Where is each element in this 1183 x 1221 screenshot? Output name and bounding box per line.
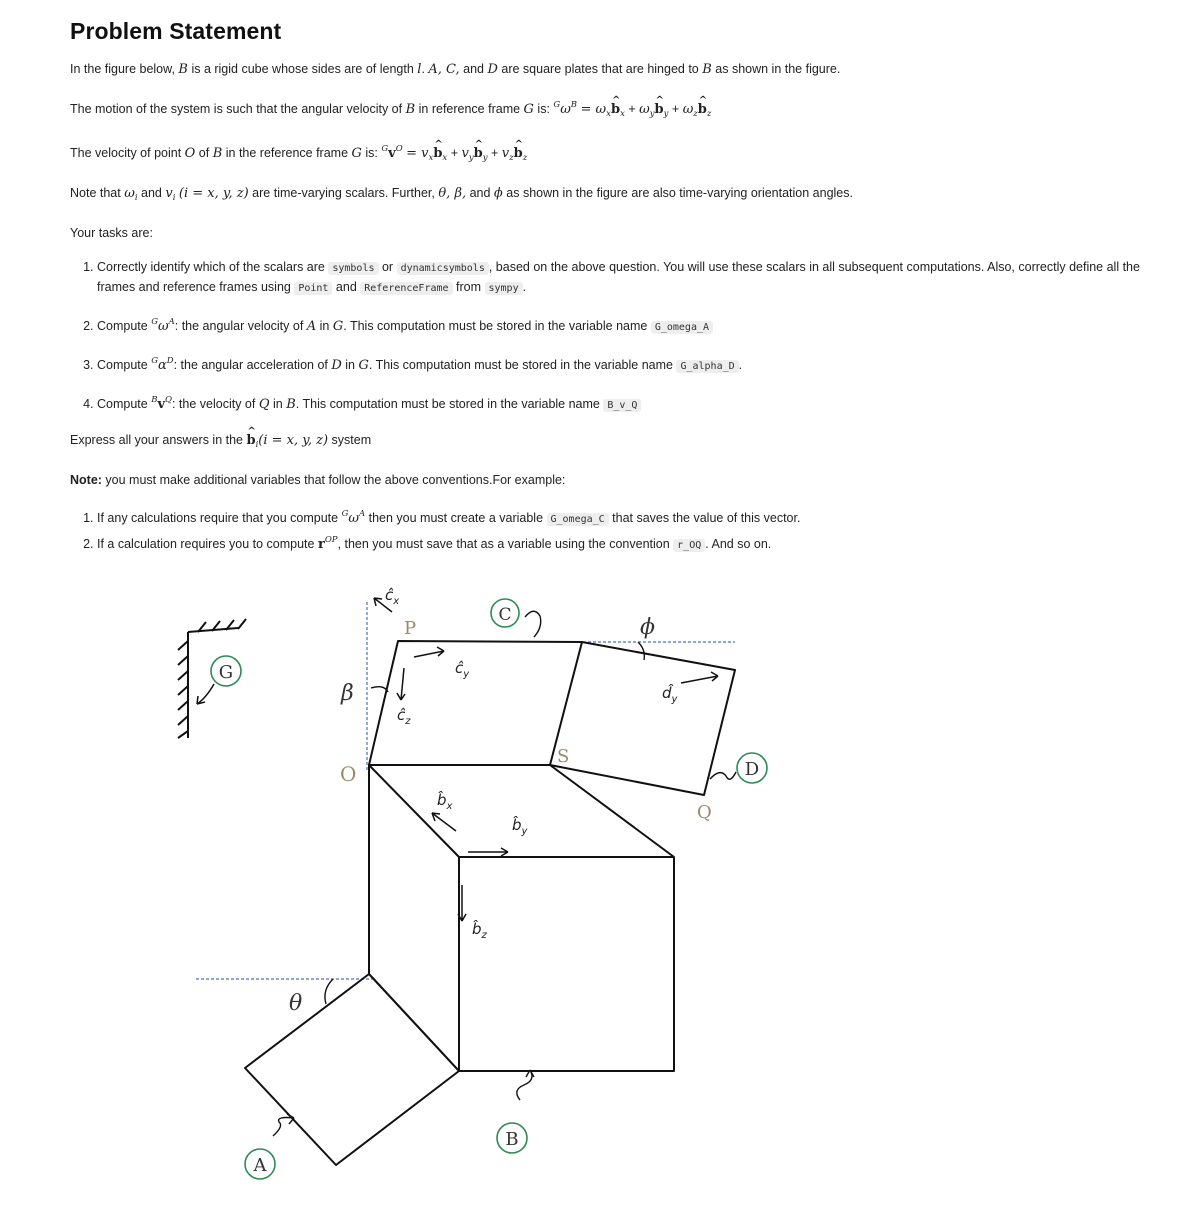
frame-a-label: A: [253, 1155, 267, 1176]
a-arrow: [273, 1118, 294, 1137]
vector-arrows: [374, 598, 718, 921]
velocity-equation: $^Gv^O$ = $v_x\^{}$ $b_x$ + $v_y\^{}$ $b_y$ + $v_z\^{}$ $b_z$: [381, 146, 527, 160]
task-1: 1. Correctly identify which of the scalars are symbols or dynamicsymbols , based on the above question. You will use these scalars in all subsequent computations. Also, correctly define all the frames and reference frames using Point and ReferenceFrame from sympy .: [97, 258, 1150, 298]
frame-c-label: C: [498, 605, 512, 625]
omega-equation: $^G\omega^B$ = $\omega_x\^{}$ $b_x$ + $\omega_y\^{}$ $b_y$ + $\omega_z\^{}$ $b_z$: [553, 102, 711, 116]
plate-a: [245, 974, 459, 1165]
intro-paragraph-5: Your tasks are:: [70, 226, 153, 240]
b-arrow: [517, 1070, 532, 1100]
c-arrow: [525, 611, 541, 637]
frame-b-label: B: [505, 1129, 519, 1150]
g-arrow: [197, 684, 214, 704]
note-1: 1. If any calculations require that you compute $^G\omega^A$ then you must create a variable G_omega_C that saves the value of this vector.: [97, 505, 1150, 529]
a-arrow-head: [287, 1114, 294, 1124]
frame-d-label: D: [744, 759, 760, 780]
frame-g-label: G: [218, 662, 234, 683]
plate-c: [369, 641, 582, 765]
note-paragraph: Note: you must make additional variables that follow the above conventions.For example:: [70, 473, 566, 487]
task-4: 4. Compute $^Bv^Q$: the velocity of Q in B. This computation must be stored in the variable name B_v_Q: [97, 391, 1150, 415]
note-2: 2. If a calculation requires you to compute $r^{OP}$, then you must save that as a variable using the convention r_OQ . And so on.: [97, 531, 1150, 555]
intro-paragraph-1: In the figure below, B is a rigid cube whose sides are of length l. A, C, and D are square plates that are hinged to B as shown in the figure.: [70, 62, 841, 77]
page-title: Problem Statement: [70, 18, 282, 44]
vector-cx-label: $ĉ_x$: [385, 586, 400, 607]
intro-paragraph-2: The motion of the system is such that the angular velocity of B in reference frame G is: $^G\omega^B$ = $\omega_x\^{}$ $b_x$ + $\omega_y\^{}$ $b_y$ + $\omega_z\^{}$ $b_z$: [70, 95, 1150, 124]
vector-bz-label: $b̂_z$: [472, 920, 487, 941]
phi-arc: [638, 642, 644, 660]
guide-lines: [196, 602, 735, 979]
task-3: 3. Compute $^G\alpha^D$: the angular acceleration of D in G. This computation must be stored in the variable name G_alpha_D .: [97, 352, 1150, 376]
task-2: 2. Compute $^G\omega^A$: the angular velocity of A in G. This computation must be stored in the variable name G_omega_A: [97, 313, 1150, 337]
point-p-label: P: [404, 618, 417, 639]
point-s-label: S: [557, 746, 570, 767]
cube-b: [369, 765, 674, 1071]
vector-bx-label: $b̂_x$: [437, 791, 453, 812]
d-arrow: [710, 772, 736, 779]
vector-cy-label: $ĉ_y$: [455, 659, 470, 680]
theta-label: θ: [289, 991, 303, 1016]
plate-d: [550, 642, 735, 795]
vector-dy-label: $d̂_y$: [662, 684, 678, 705]
phi-label: ϕ: [640, 615, 655, 640]
point-o-label: O: [340, 762, 357, 786]
theta-arc: [325, 979, 333, 1004]
intro-paragraph-4: Note that $\omega_i$ and $v_i$ (i = x, y, z) are time-varying scalars. Further, θ, β, and ϕ as shown in the figure are also time-varying orientation angles.: [70, 186, 853, 203]
vector-cz-label: $ĉ_z$: [397, 706, 411, 727]
intro-paragraph-3: The velocity of point O of B in the reference frame G is: $^Gv^O$ = $v_x\^{}$ $b_x$ + $v_y\^{}$ $b_y$ + $v_z\^{}$ $b_z$: [70, 139, 1150, 168]
point-q-label: Q: [697, 802, 712, 823]
beta-label: β: [341, 681, 354, 706]
ground-hatch: [178, 619, 246, 738]
express-paragraph: Express all your answers in the ^ $b_i(i = x$, y, z) system: [70, 430, 1150, 455]
vector-by-label: $b̂_y$: [512, 816, 528, 837]
